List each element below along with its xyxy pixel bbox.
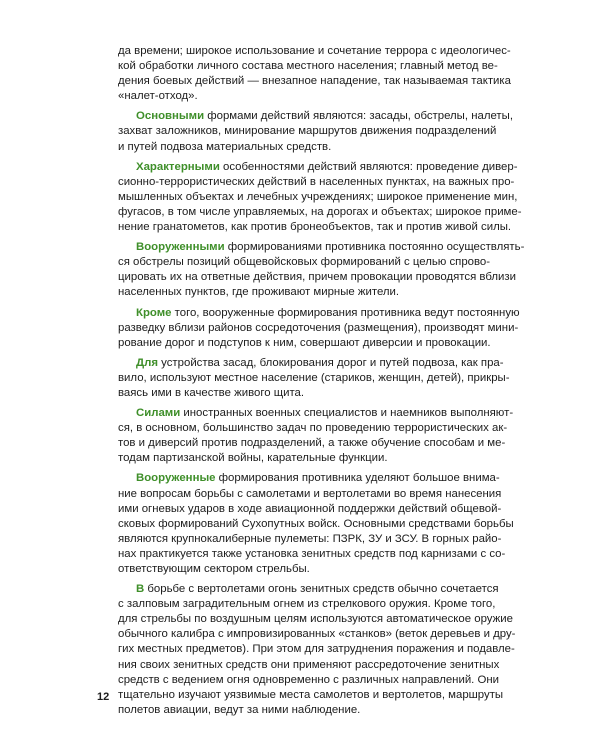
line-text: ся, в основном, большинство задач по проведению террористических ак-: [118, 422, 508, 435]
text-line: [118, 597, 518, 612]
paragraph-lead-word: Основными: [136, 110, 205, 123]
paragraph: [118, 160, 522, 235]
text-line: [118, 517, 518, 532]
text-line: [118, 74, 518, 89]
text-line: [118, 270, 518, 285]
body-text: [118, 44, 525, 723]
text-line: [118, 220, 518, 235]
text-line: [118, 386, 518, 401]
line-text: тодам партизанской войны, карательные функции.: [118, 452, 388, 465]
line-text: цировать их на ответные действия, причем провокации проводятся вблизи: [118, 271, 516, 284]
paragraph: [118, 240, 525, 300]
text-line: [118, 44, 518, 59]
line-text: устройства засад, блокирования дорог и путей подвоза, как пра-: [158, 356, 504, 369]
text-line: [118, 627, 518, 642]
line-text: тщательно изучают уязвимые места самолетов и вертолетов, маршруты: [118, 688, 504, 701]
line-text: разведку вблизи районов сосредоточения (размещения), производят мини-: [118, 321, 519, 334]
line-text: особенностями действий являются: проведение дивер-: [219, 160, 518, 173]
text-line: [118, 688, 518, 703]
line-text: гих местных предметов). При этом для затруднения поражения и подавле-: [118, 643, 515, 656]
text-line: [118, 471, 518, 486]
line-text: фугасов, в том числе управляемых, на дорогах и объектах; широкое приме-: [118, 205, 522, 218]
text-line: [118, 109, 518, 124]
line-text: того, вооруженные формирования противника ведут постоянную: [171, 306, 520, 319]
line-text: мышленных объектах и лечебных учреждениях; широкое применение мин,: [118, 190, 518, 203]
text-line: [118, 240, 525, 255]
text-line: [118, 175, 518, 190]
text-line: [118, 562, 518, 577]
text-line: [118, 205, 522, 220]
paragraph: [118, 306, 518, 351]
text-line: [118, 124, 518, 139]
text-line: [118, 582, 518, 597]
paragraph-lead-word: Кроме: [136, 306, 172, 319]
text-line: [118, 421, 518, 436]
paragraph-lead-word: Характерными: [136, 160, 220, 173]
text-line: [118, 140, 518, 155]
line-text: вило, используют местное население (стариков, женщин, детей), прикры-: [118, 371, 510, 384]
line-text: дения боевых действий — внезапное нападение, так называемая тактика: [118, 75, 511, 88]
text-line: [118, 532, 518, 547]
text-line: [118, 673, 518, 688]
paragraph: [118, 582, 518, 718]
line-text: борьбе с вертолетами огонь зенитных средств обычно сочетается: [144, 583, 499, 596]
paragraph-lead-word: Вооруженными: [136, 241, 225, 254]
line-text: формирования противника уделяют большое внима-: [215, 472, 500, 485]
text-line: [118, 336, 518, 351]
line-text: кой обработки личного состава местного населения; главный метод ве-: [118, 60, 498, 73]
line-text: ответствующим сектором стрельбы.: [118, 563, 310, 575]
line-text: ся обстрелы позиций общевойсковых формирований с целью спрово-: [118, 256, 491, 269]
paragraph-lead-word: В: [136, 583, 145, 596]
text-line: [118, 502, 518, 517]
text-line: [118, 321, 518, 336]
text-line: [118, 451, 518, 466]
paragraph: [118, 44, 518, 104]
text-line: [118, 642, 518, 657]
page-number: 12: [97, 691, 110, 703]
line-text: для стрельбы по воздушным целям используются автоматическое оружие: [118, 613, 513, 626]
text-line: [118, 285, 518, 300]
line-text: формами действий являются: засады, обстрелы, налеты,: [204, 110, 513, 123]
line-text: обычного калибра с импровизированных «станков» (веток деревьев и дру-: [118, 628, 516, 641]
line-text: средств с ведением огня одновременно с различных направлений. Они: [118, 673, 500, 686]
text-line: [118, 547, 518, 562]
text-line: [118, 612, 518, 627]
line-text: ими огневых ударов в ходе авиационной поддержки действий общевой-: [118, 502, 502, 515]
line-text: ние вопросам борьбы с самолетами и вертолетами во время нанесения: [118, 487, 502, 500]
line-text: сионно-террористических действий в населенных пунктах, на важных про-: [118, 175, 515, 188]
line-text: рование дорог и подступов к ним, совершают диверсии и провокации.: [118, 336, 491, 349]
line-text: являются крупнокалиберные пулеметы: ПЗРК, ЗУ и ЗСУ. В горных райо-: [118, 532, 502, 545]
line-text: нах практикуется также установка зенитных средств под карнизами с со-: [118, 547, 506, 560]
text-line: [118, 371, 518, 386]
line-text: населенных пунктов, где проживают мирные жители.: [118, 286, 400, 299]
text-line: [118, 487, 518, 502]
line-text: ваясь ими в качестве живого щита.: [118, 386, 305, 399]
line-text: с залповым заградительным огнем из стрелкового оружия. Кроме того,: [118, 598, 496, 611]
line-text: иностранных военных специалистов и наемников выполняют-: [180, 407, 514, 420]
paragraph: [118, 471, 518, 577]
paragraph-lead-word: Для: [136, 356, 158, 369]
text-line: [118, 306, 518, 321]
text-line: [118, 89, 518, 104]
paragraph: [118, 356, 518, 401]
line-text: и путей подвоза материальных средств.: [118, 140, 332, 153]
line-text: нение гранатометов, как против бронеобъектов, так и против живой силы.: [118, 221, 512, 234]
text-line: [118, 160, 518, 175]
line-text: захват заложников, минирование маршрутов движения подразделений: [118, 125, 497, 138]
text-line: [118, 356, 518, 371]
text-line: [118, 59, 518, 74]
paragraph: [118, 406, 518, 466]
line-text: да времени; широкое использование и сочетание террора с идеологичес-: [118, 45, 511, 57]
text-line: [118, 703, 518, 718]
paragraph-lead-word: Силами: [136, 407, 181, 420]
paragraph-lead-word: Вооруженные: [136, 472, 216, 485]
line-text: ния своих зенитных средств они применяют рассредоточение зенитных: [118, 658, 500, 671]
line-text: полетов авиации, ведут за ними наблюдение.: [118, 703, 361, 716]
line-text: формированиями противника постоянно осуществлять-: [224, 241, 525, 254]
line-text: «налет-отход».: [118, 90, 198, 103]
paragraph: [118, 109, 518, 154]
text-line: [118, 658, 518, 673]
line-text: сковых формирований Сухопутных войск. Основными средствами борьбы: [118, 517, 514, 530]
text-line: [118, 255, 518, 270]
text-line: [118, 436, 518, 451]
text-line: [118, 406, 518, 421]
line-text: тов и диверсий против подразделений, а также обучение способам и ме-: [118, 437, 506, 450]
text-line: [118, 190, 518, 205]
